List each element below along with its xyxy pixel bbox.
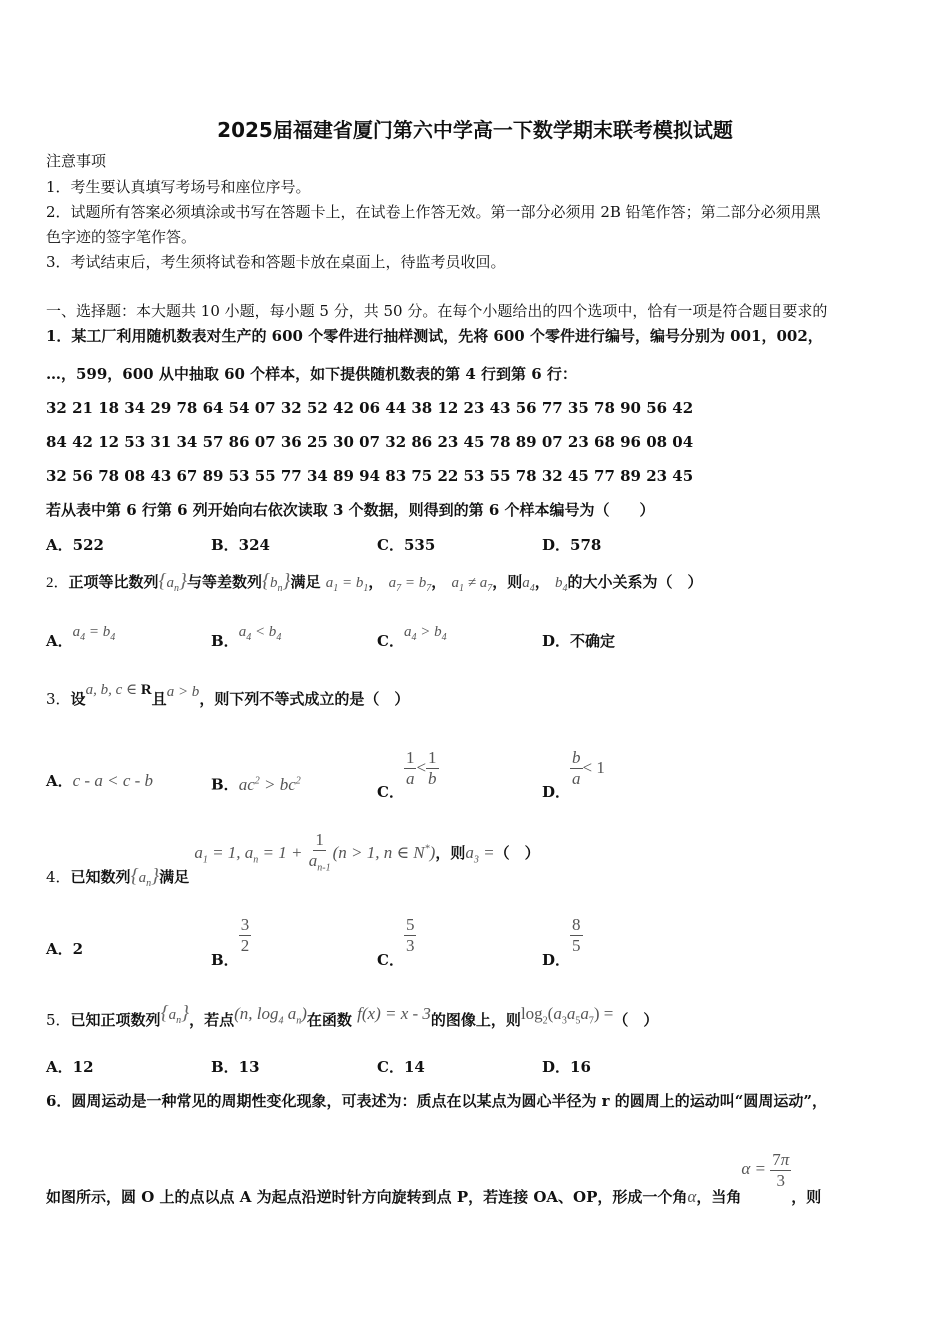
q5-text-5: （ ）	[613, 1011, 659, 1029]
q3-option-d	[542, 748, 605, 801]
q4-text-4: （ ）	[494, 844, 540, 863]
q5-point: (n, $\log_4 a_n$)	[234, 1004, 307, 1027]
q5-text-4: 的图像上，则	[430, 1011, 521, 1029]
q4-option-b-frac: $\frac{3}{2}$	[240, 915, 250, 955]
q3-option-d-expr: $\frac{b}{a}$ < 1	[572, 748, 605, 788]
q2-text-3: 满足	[290, 573, 321, 591]
q6-alpha: α	[687, 1187, 697, 1207]
q5-text-2: ，若点	[189, 1011, 235, 1029]
q2-seq-b: $\{b_n\}$	[262, 570, 291, 594]
q2-text-6: ，则	[492, 573, 523, 591]
q5-function: f(x) = x - 3	[357, 1004, 431, 1023]
q3-text-3: ，则下列不等式成立的是（ ）	[199, 690, 410, 708]
q4-option-a: A．2	[46, 940, 84, 958]
q4-option-c	[377, 915, 416, 969]
random-table-row-5: 84 42 12 53 31 34 57 86 07 36 25 30 07 32 86 23 45 78 89 07 23 68 96 08 04	[46, 433, 694, 451]
q3-option-b-expr: $ac^2 > bc^2$	[238, 774, 301, 794]
random-table-row-6: 32 56 78 08 43 67 89 53 55 77 34 89 94 83 75 22 53 55 78 32 45 77 89 23 45	[46, 467, 694, 485]
q4-option-c-label: C．	[377, 950, 404, 969]
q5-number: 5．	[46, 1011, 71, 1029]
q3-option-b	[211, 772, 301, 794]
q3-option-b-label: B．	[211, 775, 239, 794]
q2-seq-a: $\{a_n\}$	[158, 570, 188, 594]
q1-option-d: D．578	[542, 536, 602, 554]
q6-angle-expr: α = $\frac{7\pi}{3}$	[741, 1150, 790, 1190]
q2-option-b	[211, 624, 282, 657]
q6-line1: 6．圆周运动是一种常见的周期性变化现象，可表述为：质点在以某点为圆心半径为 r 的圆周上的运动叫“圆周运动”，	[46, 1092, 828, 1110]
q3-option-d-label: D．	[542, 782, 571, 801]
q2-number: 2．	[46, 575, 69, 591]
q2-option-a-label: A．	[46, 632, 73, 650]
random-table-row-4: 32 21 18 34 29 78 64 54 07 32 52 42 06 44 38 12 23 43 56 77 35 78 90 56 42	[46, 399, 694, 417]
q4-text-2: 满足	[159, 868, 190, 887]
q5-option-d: D．16	[542, 1058, 591, 1076]
q5-text-1: 已知正项数列	[70, 1011, 161, 1029]
q4-option-d-frac: $\frac{8}{5}$	[572, 915, 581, 955]
q2-cond-3: $a_1 \ne a_7$	[451, 575, 493, 594]
q3-expr-agtb: a > b	[166, 684, 200, 700]
q2-option-b-label: B．	[211, 632, 239, 650]
q4-recurrence: $a_1 = 1$, $a_n = 1$ + $\frac{1}{a_{n-1}}$ (n > 1, n ∈ N*)	[194, 830, 436, 874]
notice-item-1: 1．考生要认真填写考场号和座位序号。	[46, 178, 311, 196]
q4-option-c-frac: $\frac{5}{3}$	[405, 915, 415, 955]
q6-line2	[46, 1150, 822, 1207]
q2-option-d: D．不确定	[542, 632, 616, 650]
q2-stem	[46, 572, 703, 598]
exam-title: 2025届福建省厦门第六中学高一下数学期末联考模拟试题	[217, 118, 733, 142]
q2-option-b-expr: $a_4 < b_4$	[238, 624, 282, 643]
q2-option-c	[377, 624, 447, 657]
q3-option-a	[46, 772, 153, 790]
q4-number: 4．	[46, 868, 71, 887]
q2-cond-2: $a_7 = b_7$	[388, 575, 432, 594]
q4-option-b-label: B．	[211, 950, 239, 969]
q1-option-a: A．522	[46, 536, 104, 554]
q4-text-1: 已知数列	[70, 868, 131, 887]
q1-line2: …，599，600 从中抽取 60 个样本，如下提供随机数表的第 4 行到第 6 行：	[46, 365, 577, 383]
q5-option-a: A．12	[46, 1058, 94, 1076]
q3-option-c-label: C．	[377, 782, 404, 801]
q3-expr-abc: a, b, c ∈ R	[85, 682, 152, 698]
q5-option-c: C．14	[377, 1058, 425, 1076]
notice-item-2-cont: 色字迹的签字笔作答。	[46, 228, 197, 246]
q2-option-c-expr: $a_4 > b_4$	[403, 624, 447, 643]
q6-text-3: ，则	[791, 1188, 822, 1207]
q2-option-c-label: C．	[377, 632, 404, 650]
q2-var-a4: $a_4$	[522, 575, 535, 594]
q5-log-expr: $\log_2(a_3a_5a_7)$ =	[520, 1004, 614, 1027]
q2-option-a-expr: $a_4 = b_4$	[72, 624, 116, 643]
q4-option-d	[542, 915, 583, 969]
q5-seq-a: $\{a_n\}$	[160, 1002, 190, 1026]
q5-stem	[46, 1002, 659, 1036]
q4-var-a3: $a_3$ =	[465, 843, 495, 866]
q2-cond-1: $a_1 = b_1$	[325, 575, 369, 594]
q1-option-b: B．324	[211, 536, 270, 554]
section-heading: 一、选择题：本大题共 10 小题，每小题 5 分，共 50 分。在每个小题给出的四个选项中，恰有一项是符合题目要求的	[46, 302, 828, 320]
q3-option-c	[377, 748, 439, 801]
q5-text-3: 在函数	[306, 1011, 352, 1029]
q1-question: 若从表中第 6 行第 6 列开始向右依次读取 3 个数据，则得到的第 6 个样本编号为（ ）	[46, 501, 655, 519]
q4-option-d-label: D．	[542, 950, 571, 969]
notice-item-3: 3．考试结束后，考生须将试卷和答题卡放在桌面上，待监考员收回。	[46, 253, 506, 271]
q2-text-7: ，	[534, 573, 550, 591]
q2-text-8: 的大小关系为（ ）	[567, 573, 703, 591]
q2-text-5: ，	[431, 573, 447, 591]
q3-number: 3．	[46, 690, 71, 708]
q2-text-4: ，	[368, 573, 384, 591]
q3-stem	[46, 682, 410, 709]
q3-option-a-expr: c - a < c - b	[72, 771, 154, 790]
q2-option-a	[46, 624, 116, 657]
q4-seq-a: $\{a_n\}$	[130, 865, 160, 890]
q3-text-2: 且	[151, 690, 167, 708]
q1-option-c: C．535	[377, 536, 436, 554]
q4-option-b	[211, 915, 251, 969]
q4-text-3: ，则	[435, 844, 466, 863]
q3-text-1: 设	[70, 690, 86, 708]
q2-var-b4: $b_4$	[555, 575, 568, 594]
q1-line1: 1．某工厂利用随机数表对生产的 600 个零件进行抽样测试，先将 600 个零件进行编号，编号分别为 001，002，	[46, 327, 823, 345]
notice-item-2: 2．试题所有答案必须填涂或书写在答题卡上，在试卷上作答无效。第一部分必须用 2B 铅笔作答；第二部分必须用黑	[46, 203, 821, 221]
notice-heading: 注意事项	[46, 152, 107, 170]
q3-option-a-label: A．	[46, 772, 73, 790]
q5-option-b: B．13	[211, 1058, 260, 1076]
q3-option-c-expr: $\frac{1}{a}$ < $\frac{1}{b}$	[405, 748, 437, 788]
q4-stem	[46, 830, 540, 890]
q6-text-2: ，当角	[696, 1188, 742, 1207]
q2-text-1: 正项等比数列	[68, 573, 159, 591]
q2-text-2: 与等差数列	[187, 573, 263, 591]
q6-text-1: 如图所示，圆 O 上的点以点 A 为起点沿逆时针方向旋转到点 P，若连接 OA、OP，形成一个角	[46, 1188, 688, 1207]
